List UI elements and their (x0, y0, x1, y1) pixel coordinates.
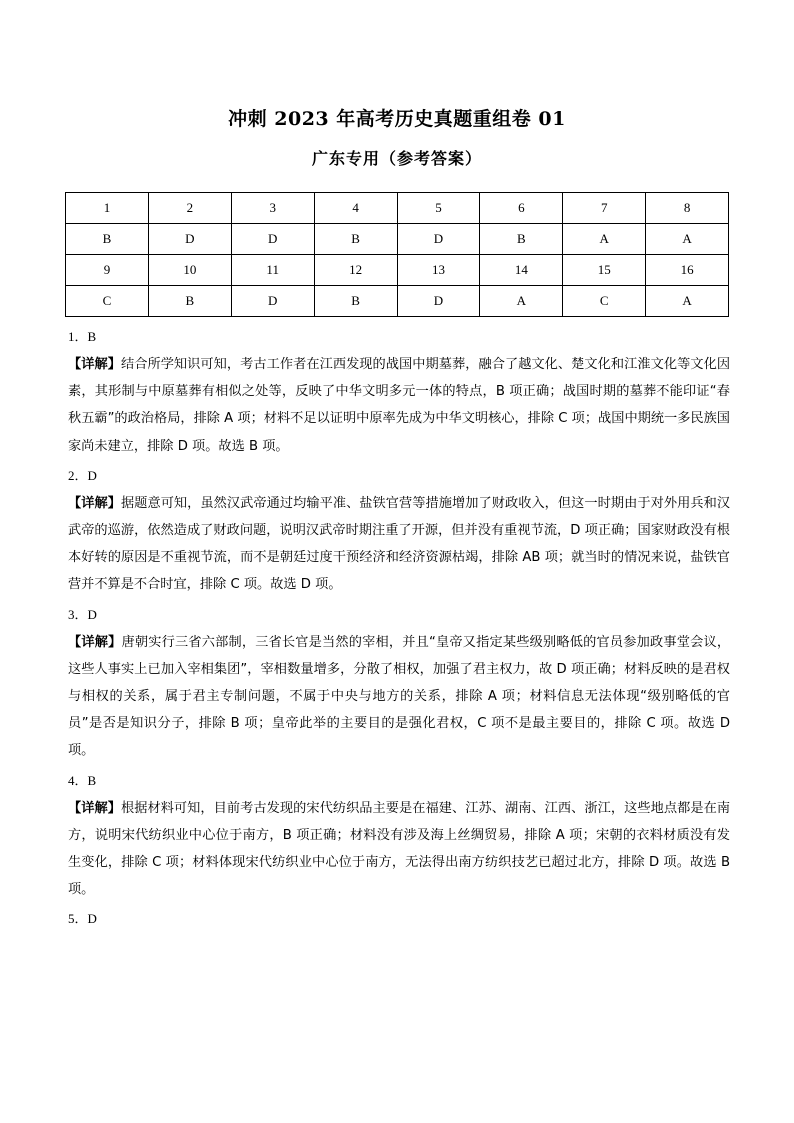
question-number-cell: 8 (646, 193, 729, 224)
answer-row (66, 286, 729, 317)
question-number-cell: 6 (480, 193, 563, 224)
answer-cell: B (66, 224, 149, 255)
explanation-paragraph (68, 490, 730, 599)
question-number-cell: 3 (231, 193, 314, 224)
answer-table (65, 192, 729, 317)
explanation-tag: 【详解】 (68, 357, 121, 372)
question-number-row (66, 193, 729, 224)
answer-row (66, 224, 729, 255)
question-number-cell: 2 (148, 193, 231, 224)
question-answer-heading: 5．D (68, 911, 97, 927)
question-number-cell: 16 (646, 255, 729, 286)
question-number-cell: 9 (66, 255, 149, 286)
question-answer-heading: 3．D (68, 606, 97, 622)
question-number-cell: 5 (397, 193, 480, 224)
question-number-cell: 11 (231, 255, 314, 286)
question-number-cell: 1 (66, 193, 149, 224)
explanation-tag: 【详解】 (68, 495, 121, 511)
explanation-text: 唐朝实行三省六部制，三省长官是当然的宰相，并且“皇帝又指定某些级别略低的官员参加政事堂会议，这些人事实上已加入宰相集团”，宰相数量增多，分散了相权，加强了君主权力，故 D 项正确；材料反映的是君权与相权的关系，属于君主专制问题，不属于中央与地方的关系，排除 A 项；材料信息无法体现“级别略低的官员”是否是知识分子，排除 B 项；皇帝此举的主要目的是强化君权，C 项不是最主要目的，排除 C 项。故选 D 项。 (68, 634, 731, 759)
answer-cell: C (563, 286, 646, 317)
explanation-tag: 【详解】 (68, 800, 121, 816)
question-number-row (66, 255, 729, 286)
answer-cell: C (66, 286, 149, 317)
explanation-text: 结合所学知识可知，考古工作者在江西发现的战国中期墓葬，融合了越文化、楚文化和江淮文化等文化因素，其形制与中原墓葬有相似之处等，反映了中华文明多元一体的特点，B 项正确；战国时期的墓葬不能印证“春秋五霸”的政治格局，排除 A 项；材料不足以证明中原率先成为中华文明核心，排除 C 项；战国中期统一多民族国家尚未建立，排除 D 项。故选 B 项。 (68, 357, 731, 454)
question-number-cell: 13 (397, 255, 480, 286)
explanation-paragraph (68, 795, 730, 904)
page-subtitle: 广东专用（参考答案） (311, 149, 482, 168)
answer-cell: B (148, 286, 231, 317)
question-number-cell: 10 (148, 255, 231, 286)
explanation-text: 据题意可知，虽然汉武帝通过均输平准、盐铁官营等措施增加了财政收入，但这一时期由于对外用兵和汉武帝的巡游，依然造成了财政问题，说明汉武帝时期注重了开源，但并没有重视节流，D 项正确；国家财政没有根本好转的原因是不重视节流，而不是朝廷过度干预经济和经济资源枯竭，排除 AB 项；就当时的情况来说，盐铁官营并不算是不合时宜，排除 C 项。故选 D 项。 (68, 495, 731, 593)
page-title: 冲刺 2023 年高考历史真题重组卷 01 (228, 108, 566, 130)
answer-cell: A (646, 224, 729, 255)
answer-cell: A (563, 224, 646, 255)
answer-cell: D (231, 224, 314, 255)
answer-cell: B (480, 224, 563, 255)
question-answer-heading: 4．B (68, 772, 97, 788)
question-answer-heading: 2．D (68, 467, 97, 483)
answer-cell: D (148, 224, 231, 255)
question-number-cell: 15 (563, 255, 646, 286)
question-number-cell: 14 (480, 255, 563, 286)
answer-cell: D (397, 224, 480, 255)
answer-cell: B (314, 286, 397, 317)
explanation-paragraph (68, 629, 730, 765)
explanations (68, 323, 730, 933)
answer-cell: B (314, 224, 397, 255)
answer-cell: A (646, 286, 729, 317)
question-number-cell: 4 (314, 193, 397, 224)
explanation-tag: 【详解】 (68, 634, 122, 650)
answer-cell: D (231, 286, 314, 317)
question-number-cell: 12 (314, 255, 397, 286)
question-number-cell: 7 (563, 193, 646, 224)
explanation-paragraph (68, 351, 730, 460)
explanation-text: 根据材料可知，目前考古发现的宋代纺织品主要是在福建、江苏、湖南、江西、浙江，这些地点都是在南方，说明宋代纺织业中心位于南方，B 项正确；材料没有涉及海上丝绸贸易，排除 A 项；宋朝的衣料材质没有发生变化，排除 C 项；材料体现宋代纺织业中心位于南方，无法得出南方纺织技艺已超过北方，排除 D 项。故选 B 项。 (68, 800, 731, 898)
answer-cell: A (480, 286, 563, 317)
question-answer-heading: 1．B (68, 329, 97, 344)
answer-cell: D (397, 286, 480, 317)
